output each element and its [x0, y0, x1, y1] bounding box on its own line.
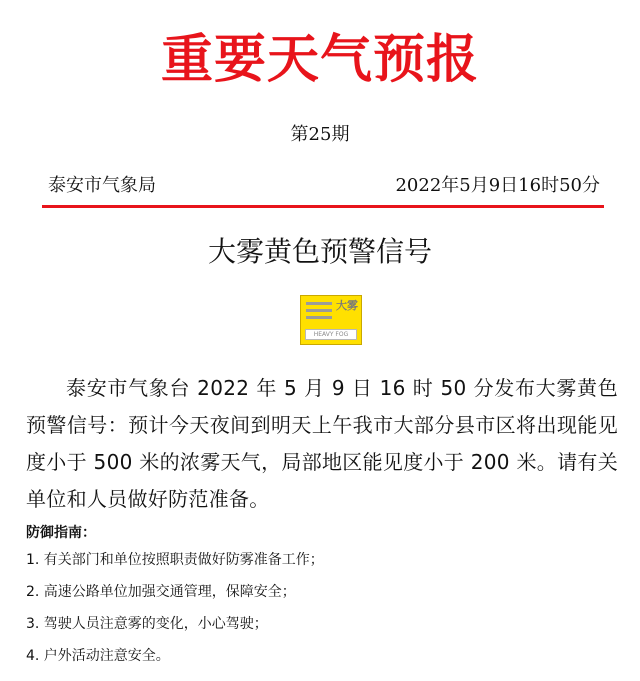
- signal-label: HEAVY FOG: [305, 329, 357, 340]
- guidance-item: 2. 高速公路单位加强交通管理，保障安全；: [26, 584, 296, 600]
- issuer: 泰安市气象局: [48, 175, 156, 196]
- warning-body-text: 泰安市气象台 2022 年 5 月 9 日 16 时 50 分发布大雾黄色预警信号：预计今天夜间到明天上午我市大部分县市区将出现能见度小于 500 米的浓雾天气，局部地区能见度小于 200 米。请有关单位和人员做好防范准备。: [26, 376, 618, 511]
- guidance-item: 3. 驾驶人员注意雾的变化，小心驾驶；: [26, 616, 268, 632]
- fog-yellow-warning-icon: [300, 295, 362, 345]
- meta-row: [48, 172, 600, 200]
- signal-characters: 大雾: [336, 299, 358, 312]
- issue-datetime: 2022年5月9日16时50分: [395, 175, 600, 196]
- signal-bars: [306, 302, 332, 326]
- document-title: 大雾黄色预警信号: [207, 235, 432, 268]
- guidance-list: [26, 552, 616, 680]
- guidance-item: 4. 户外活动注意安全。: [26, 648, 170, 664]
- guidance-item: 1. 有关部门和单位按照职责做好防雾准备工作；: [26, 552, 324, 568]
- masthead: 重要天气预报: [160, 29, 479, 90]
- issue-number: 第25期: [290, 124, 350, 145]
- guidance-title: 防御指南：: [26, 525, 96, 541]
- header-divider: [42, 205, 604, 208]
